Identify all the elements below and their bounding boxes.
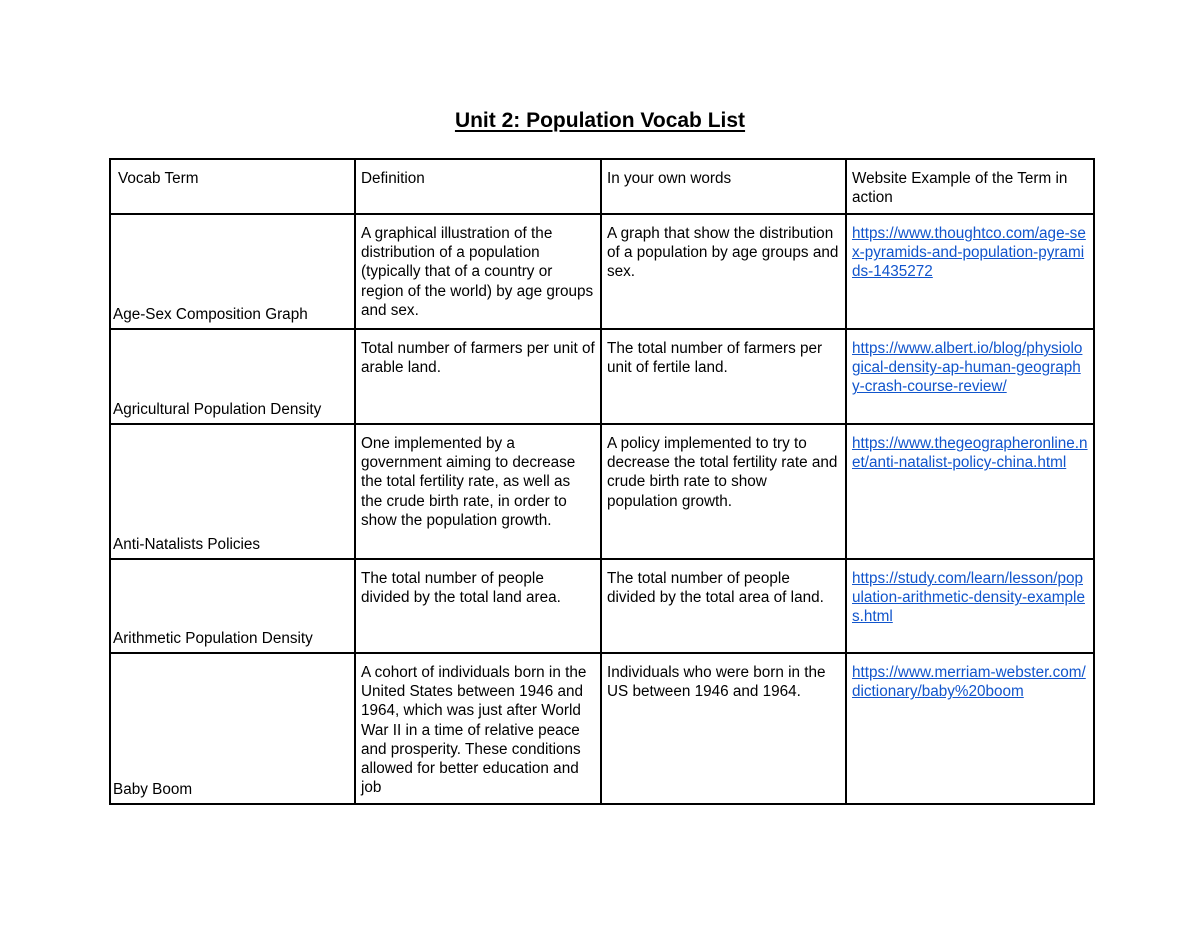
website-cell: [846, 653, 1094, 804]
website-link[interactable]: https://www.merriam-webster.com/dictionary/baby%20boom: [852, 664, 1086, 701]
header-vocab-term: Vocab Term: [110, 159, 355, 214]
website-link[interactable]: https://www.thoughtco.com/age-sex-pyramids-and-population-pyramids-1435272: [852, 225, 1086, 281]
header-website-example: Website Example of the Term in action: [846, 159, 1094, 214]
vocab-term-cell: Anti-Natalists Policies: [110, 424, 355, 559]
table-row: [110, 424, 1094, 559]
definition-cell: The total number of people divided by the total land area.: [355, 559, 601, 653]
document-title: Unit 2: Population Vocab List: [454, 109, 746, 132]
header-own-words: In your own words: [601, 159, 846, 214]
table-row: [110, 329, 1094, 424]
definition-cell: Total number of farmers per unit of arable land.: [355, 329, 601, 424]
vocab-term-cell: Agricultural Population Density: [110, 329, 355, 424]
table-row: [110, 559, 1094, 653]
vocab-table: [109, 158, 1095, 805]
vocab-term-cell: Arithmetic Population Density: [110, 559, 355, 653]
definition-cell: A cohort of individuals born in the United States between 1946 and 1964, which was just after World War II in a time of relative peace and prosperity. These conditions allowed for better education and job: [355, 653, 601, 804]
website-link[interactable]: https://study.com/learn/lesson/population-arithmetic-density-examples.html: [852, 570, 1085, 626]
own-words-cell: The total number of farmers per unit of fertile land.: [601, 329, 846, 424]
website-cell: [846, 214, 1094, 329]
website-link[interactable]: https://www.albert.io/blog/physiological-density-ap-human-geography-crash-course-review/: [852, 340, 1083, 396]
header-definition: Definition: [355, 159, 601, 214]
table-row: [110, 214, 1094, 329]
website-cell: [846, 559, 1094, 653]
website-link[interactable]: https://www.thegeographeronline.net/anti-natalist-policy-china.html: [852, 435, 1088, 472]
own-words-cell: Individuals who were born in the US between 1946 and 1964.: [601, 653, 846, 804]
table-row: [110, 653, 1094, 804]
own-words-cell: A graph that show the distribution of a population by age groups and sex.: [601, 214, 846, 329]
own-words-cell: A policy implemented to try to decrease the total fertility rate and crude birth rate to show population growth.: [601, 424, 846, 559]
table-header-row: [110, 159, 1094, 214]
vocab-term-cell: Baby Boom: [110, 653, 355, 804]
own-words-cell: The total number of people divided by the total area of land.: [601, 559, 846, 653]
definition-cell: One implemented by a government aiming to decrease the total fertility rate, as well as the crude birth rate, in order to show the population growth.: [355, 424, 601, 559]
definition-cell: A graphical illustration of the distribution of a population (typically that of a country or region of the world) by age groups and sex.: [355, 214, 601, 329]
vocab-term-cell: Age-Sex Composition Graph: [110, 214, 355, 329]
website-cell: [846, 329, 1094, 424]
website-cell: [846, 424, 1094, 559]
